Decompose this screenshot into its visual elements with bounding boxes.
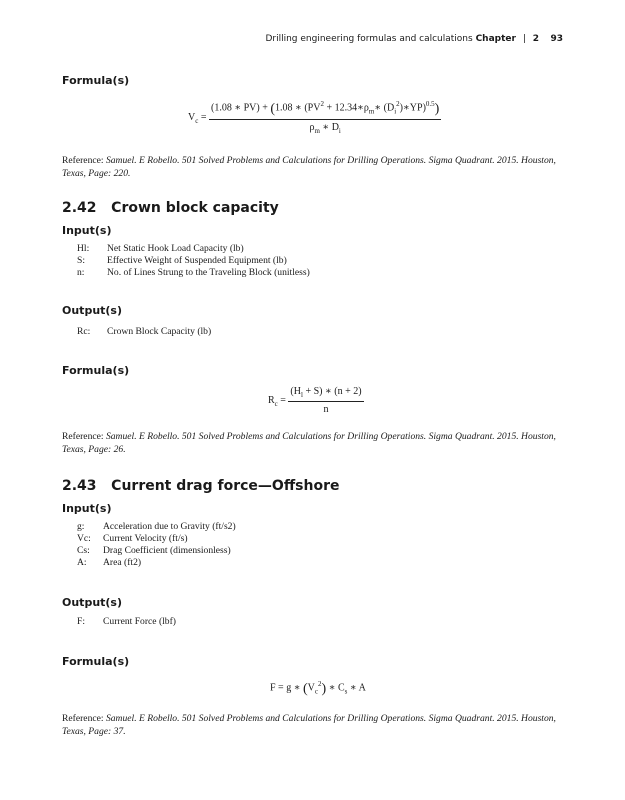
variable-description: Current Velocity (ft/s) bbox=[103, 533, 188, 544]
section-number: 2.42 bbox=[62, 200, 97, 216]
variable-description: Effective Weight of Suspended Equipment (lb) bbox=[107, 255, 287, 266]
chapter-number: 2 bbox=[532, 34, 540, 44]
variable-description: Area (ft2) bbox=[103, 557, 142, 568]
page-number: 93 bbox=[550, 34, 563, 44]
section-title-2-43 bbox=[62, 478, 340, 494]
chapter-label: Chapter bbox=[475, 34, 516, 44]
variable-description: No. of Lines Strung to the Traveling Block (unitless) bbox=[107, 267, 310, 278]
variable-symbol: Hl: bbox=[77, 243, 90, 254]
variable-symbol: Cs: bbox=[77, 545, 90, 556]
input-item bbox=[77, 243, 310, 255]
reference-2-42 bbox=[62, 430, 572, 456]
variable-symbol: A: bbox=[77, 557, 87, 568]
reference-text: Samuel. E Robello. 501 Solved Problems and Calculations for Drilling Operations. Sigma Quadrant. 2015. Houston, Texas, Page: 37. bbox=[62, 713, 556, 737]
variable-description: Drag Coefficient (dimensionless) bbox=[103, 545, 231, 556]
input-item bbox=[77, 557, 236, 569]
variable-description: Crown Block Capacity (lb) bbox=[107, 326, 212, 337]
inputs-heading: Input(s) bbox=[62, 224, 112, 237]
section-number: 2.43 bbox=[62, 478, 97, 494]
section-title: Crown block capacity bbox=[111, 200, 279, 216]
reference-text: Samuel. E Robello. 501 Solved Problems and Calculations for Drilling Operations. Sigma Quadrant. 2015. Houston, Texas, Page: 220. bbox=[62, 155, 556, 179]
variable-symbol: S: bbox=[77, 255, 86, 266]
reference-label: Reference: bbox=[62, 713, 104, 724]
formula-heading: Formula(s) bbox=[62, 364, 130, 377]
input-item bbox=[77, 521, 236, 533]
input-list bbox=[77, 521, 236, 569]
variable-description: Net Static Hook Load Capacity (lb) bbox=[107, 243, 244, 254]
outputs-heading: Output(s) bbox=[62, 596, 123, 609]
variable-symbol: g: bbox=[77, 521, 85, 532]
outputs-heading: Output(s) bbox=[62, 304, 123, 317]
formula-heading: Formula(s) bbox=[62, 655, 130, 668]
running-header: Drilling engineering formulas and calculations Chapter | 2 93 bbox=[265, 34, 563, 44]
formula-heading: Formula(s) bbox=[62, 74, 130, 87]
variable-symbol: Rc: bbox=[77, 326, 91, 337]
input-item bbox=[77, 255, 310, 267]
output-list bbox=[77, 326, 211, 338]
reference-2-43 bbox=[62, 712, 572, 738]
reference-top bbox=[62, 154, 572, 180]
running-title: Drilling engineering formulas and calculations bbox=[265, 34, 473, 44]
section-title-2-42 bbox=[62, 200, 279, 216]
inputs-heading: Input(s) bbox=[62, 502, 112, 515]
input-item bbox=[77, 545, 236, 557]
variable-symbol: F: bbox=[77, 616, 86, 627]
critical-velocity-formula: $V_c$ = $\frac{(1.08 ∗ PV) + (1.08 ∗ (PV^2 + 12.34∗\rho_m∗ (D_i^2)∗YP)^{0.5})}{\rho_m ∗ D_i}$ bbox=[188, 100, 440, 136]
output-item bbox=[77, 326, 211, 338]
input-item bbox=[77, 533, 236, 545]
section-title: Current drag force—Offshore bbox=[111, 478, 340, 494]
reference-text: Samuel. E Robello. 501 Solved Problems and Calculations for Drilling Operations. Sigma Quadrant. 2015. Houston, Texas, Page: 26. bbox=[62, 431, 556, 455]
crown-block-formula: $R_c$ = $\frac{(H_l + S) ∗ (n + 2)}{n}$ bbox=[268, 386, 362, 415]
variable-symbol: n: bbox=[77, 267, 85, 278]
variable-description: Acceleration due to Gravity (ft/s2) bbox=[103, 521, 236, 532]
input-list bbox=[77, 243, 310, 279]
variable-description: Current Force (lbf) bbox=[103, 616, 176, 627]
output-list bbox=[77, 616, 176, 628]
drag-force-formula: F = g ∗ $(V_c^2)$ ∗ $C_s$ ∗ A bbox=[270, 680, 366, 697]
reference-label: Reference: bbox=[62, 431, 104, 442]
variable-symbol: Vc: bbox=[77, 533, 91, 544]
output-item bbox=[77, 616, 176, 628]
reference-label: Reference: bbox=[62, 155, 104, 166]
input-item bbox=[77, 267, 310, 279]
